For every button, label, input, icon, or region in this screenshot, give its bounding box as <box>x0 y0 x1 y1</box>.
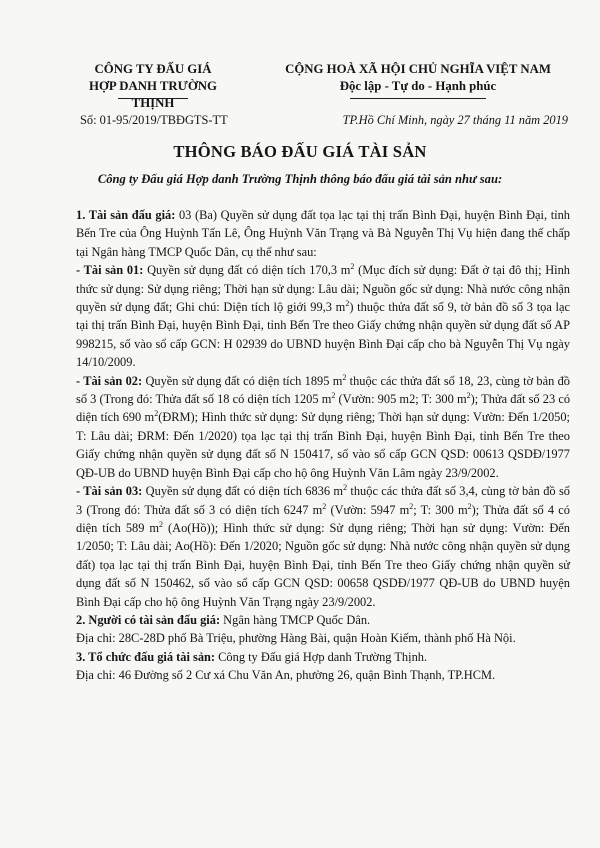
asset-3-prefix: - <box>76 484 84 499</box>
nation-header <box>262 61 574 95</box>
asset-1-text: (Mục đích sử dụng: Đất ở tại đô thị; Hình thức sử dụng: Sử dụng riêng; Thời hạn sử dụng: Lâu dài; Nguồn gốc sử dụng: Nhà nước công nhận quyền sử dụng đất; Ghi chú: Diện tích lộ giới 99,3 m <box>76 263 571 315</box>
asset-2 <box>76 372 570 482</box>
superscript: 2 <box>409 501 414 511</box>
motto-underline <box>350 98 486 99</box>
superscript: 2 <box>159 519 164 529</box>
asset-1 <box>76 261 570 371</box>
section-owner <box>76 611 570 629</box>
asset-3-label: Tài sản 03: <box>83 484 143 499</box>
section-assets-text: 03 (Ba) Quyền sử dụng đất tọa lạc tại thị trấn Bình Đại, huyện Bình Đại, tỉnh Bến Tre của Ông Huỳnh Tấn Lê, Ông Huỳnh Văn Trạng và Bà Nguyễn Thị Vụ hiện đang thế chấp tại Ngân hàng TMCP Quốc Dân, cụ thể như sau: <box>76 208 570 259</box>
section-owner-text: Ngân hàng TMCP Quốc Dân. <box>220 612 371 627</box>
superscript: 2 <box>154 409 159 419</box>
document-number: Số: 01-95/2019/TBĐGTS-TT <box>80 113 228 127</box>
superscript: 2 <box>322 501 327 511</box>
superscript: 2 <box>343 483 348 493</box>
superscript: 2 <box>331 391 336 401</box>
section-assets <box>76 206 570 261</box>
page-title: THÔNG BÁO ĐẤU GIÁ TÀI SẢN <box>173 142 427 161</box>
superscript: 2 <box>467 501 472 511</box>
asset-3-text: (Ao(Hồ)); Hình thức sử dụng: Sử dụng riêng; Thời hạn sử dụng: Vườn: Đến 1/2050; T: Lâu dài; Ao(Hồ): Đến 1/2020; Nguồn gốc sử dụng: Nhà nước công nhận quyền sử dụng đất) tọa lạc tại thị trấn Bình Đại, huyện Bình Đại, tỉnh Bến Tre theo Giấy chứng nhận quyền sử dụng đất số N 150462, số vào sổ cấp GCN QSD: 00658 QSDĐ/1977 QĐ-UB do UBND huyện Bình Đại cấp cho hộ ông Huỳnh Văn Trạng ngày 23/9/2002. <box>76 520 570 609</box>
document-body <box>76 206 570 685</box>
section-organizer-label: 3. Tổ chức đấu giá tài sản: <box>76 649 216 664</box>
asset-1-label: Tài sản 01: <box>83 263 144 278</box>
asset-3-text: (Vườn: 5947 m <box>326 502 410 517</box>
company-header <box>70 61 236 112</box>
asset-2-label: Tài sản 02: <box>83 373 143 388</box>
company-name-line1: CÔNG TY ĐẤU GIÁ <box>94 62 212 76</box>
asset-2-text: Quyền sử dụng đất có diện tích 1895 m <box>142 373 343 388</box>
asset-3-text: ); Thửa đất số 4 có diện tích 589 m <box>76 502 570 535</box>
company-name-line2: HỢP DANH TRƯỜNG THỊNH <box>89 79 217 110</box>
superscript: 2 <box>345 299 350 309</box>
asset-1-text: Quyền sử dụng đất có diện tích 170,3 m <box>143 263 351 278</box>
nation-motto: Độc lập - Tự do - Hạnh phúc <box>339 79 497 93</box>
section-owner-label: 2. Người có tài sản đấu giá: <box>76 612 221 627</box>
asset-2-text: (ĐRM); Hình thức sử dụng: Sử dụng riêng; Thời hạn sử dụng: Vườn: Đến 1/2050; T: Lâu dài; ĐRM: Đến 1/2020) tọa lạc tại thị trấn Bình Đại, huyện Bình Đại, tỉnh Bến Tre theo Giấy chứng nhận quyền sử dụng đất số N 150417, số vào sổ cấp GCN QSD: 00613 QSDĐ/1977 QĐ-UB do UBND huyện Bình Đại cấp cho hộ ông Huỳnh Văn Lâm ngày 23/9/2002. <box>76 410 570 480</box>
asset-1-prefix: - <box>76 263 84 278</box>
nation-name: CỘNG HOÀ XÃ HỘI CHỦ NGHĨA VIỆT NAM <box>285 62 551 76</box>
owner-address: Địa chỉ: 28C-28D phố Bà Triệu, phường Hàng Bài, quận Hoàn Kiếm, thành phố Hà Nội. <box>76 631 516 646</box>
asset-2-text: thuộc các thửa đất số 18, 23, cùng tờ bản đồ số 3 (Trong đó: Thửa đất số 18 có diện tích 1205 m <box>76 373 570 407</box>
organizer-address: Địa chỉ: 46 Đường số 2 Cư xá Chu Văn An, phường 26, quận Bình Thạnh, TP.HCM. <box>76 668 496 683</box>
superscript: 2 <box>342 372 347 382</box>
asset-3-text: Quyền sử dụng đất có diện tích 6836 m <box>142 484 344 499</box>
superscript: 2 <box>350 262 355 272</box>
asset-2-text: ); Thửa đất số 23 có diện tích 690 m <box>76 392 571 425</box>
section-organizer <box>76 648 570 666</box>
company-underline <box>118 98 188 99</box>
superscript: 2 <box>466 391 471 401</box>
document-date: TP.Hồ Chí Minh, ngày 27 tháng 11 năm 2019 <box>342 113 568 127</box>
section-assets-label: 1. Tài sản đấu giá: <box>76 208 176 222</box>
asset-3-text: ; T: 300 m <box>413 502 468 517</box>
asset-1-text: ) thuộc thửa đất số 9, tờ bản đồ số 3 tọa lạc tại thị trấn Bình Đại, huyện Bình Đại, tỉnh Bến Tre theo Giấy chứng nhận quyền sử dụng đất số AP 998215, số vào sổ cấp GCN: H 02939 do UBND huyện Bình Đại cấp cho bà Nguyễn Thị Vụ ngày 14/10/2009. <box>76 300 570 370</box>
asset-2-text: (Vườn: 905 m2; T: 300 m <box>335 392 467 407</box>
asset-3 <box>76 482 570 611</box>
section-organizer-text: Công ty Đấu giá Hợp danh Trường Thịnh. <box>215 649 428 664</box>
page-subtitle: Công ty Đấu giá Hợp danh Trường Thịnh thông báo đấu giá tài sản như sau: <box>97 172 503 186</box>
asset-2-prefix: - <box>76 373 84 388</box>
asset-3-text: thuộc các thửa đất số 3,4, cùng tờ bản đồ số 3 (Trong đó: Thửa đất số 3 có diện tích 6247 m <box>76 484 570 517</box>
